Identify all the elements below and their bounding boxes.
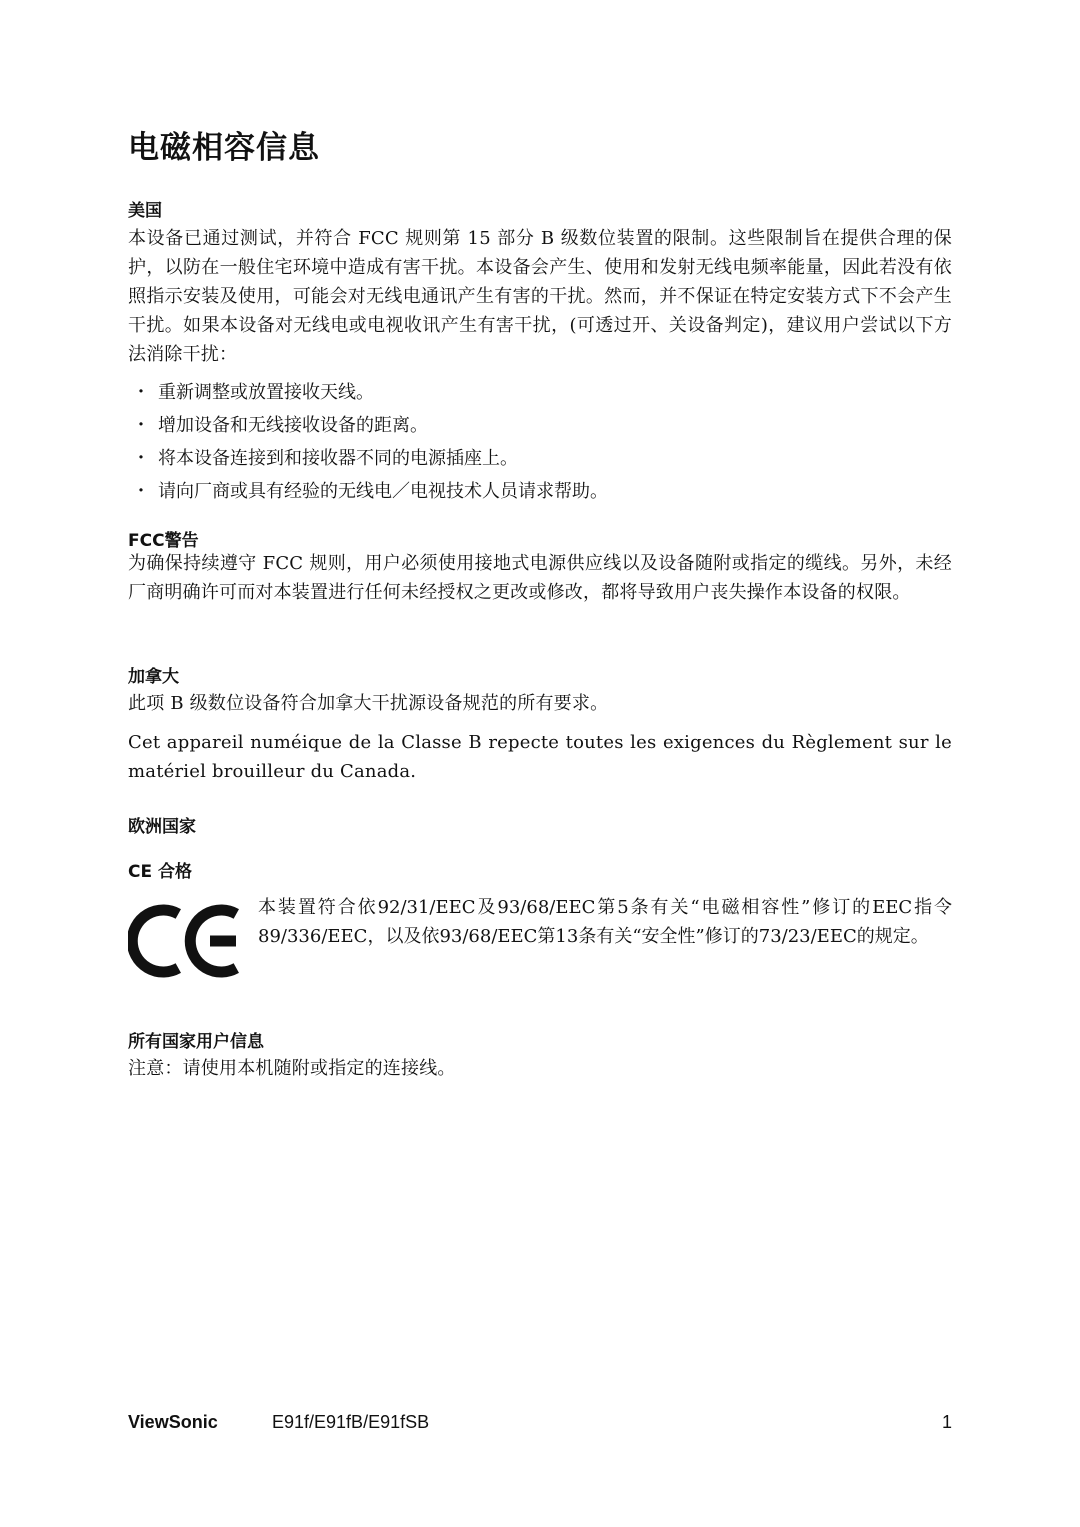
section-heading-canada: 加拿大	[128, 667, 179, 687]
all-countries-paragraph: 注意：请使用本机随附或指定的连接线。	[128, 1058, 456, 1079]
ce-paragraph: 本装置符合依92/31/EEC及93/68/EEC第5条有关“电磁相容性”修订的EEC指令89/336/EEC，以及依93/68/EEC第13条有关“安全性”修订的73/23/EEC的规定。	[258, 897, 952, 947]
page-footer	[128, 1412, 952, 1442]
list-item: ・ 增加设备和无线接收设备的距离。	[128, 409, 608, 442]
bullet-icon: ・	[132, 415, 150, 436]
page-title: 电磁相容信息	[128, 130, 320, 166]
section-heading-all-countries: 所有国家用户信息	[128, 1032, 264, 1052]
bullet-icon: ・	[132, 448, 150, 469]
section-heading-usa: 美国	[128, 201, 162, 221]
bullet-icon: ・	[132, 382, 150, 403]
model-number: E91f/E91fB/E91fSB	[272, 1412, 430, 1432]
bullet-icon: ・	[132, 481, 150, 502]
interference-remedies-list	[128, 376, 608, 508]
section-heading-fcc-warning: FCC警告	[128, 531, 199, 551]
ce-compliance-block	[128, 893, 952, 993]
brand-name: ViewSonic	[128, 1412, 218, 1432]
list-item: ・ 重新调整或放置接收天线。	[128, 376, 608, 409]
canada-paragraph-fr: Cet appareil numéique de la Classe B repecte toutes les exigences du Règlement sur le matériel brouilleur du Canada.	[128, 732, 952, 782]
document-page	[128, 0, 952, 1527]
usa-paragraph: 本设备已通过测试，并符合 FCC 规则第 15 部分 B 级数位装置的限制。这些限制旨在提供合理的保护，以防在一般住宅环境中造成有害干扰。本设备会产生、使用和发射无线电频率能量，因此若没有依照指示安装及使用，可能会对无线电通讯产生有害的干扰。然而，并不保证在特定安装方式下不会产生干扰。如果本设备对无线电或电视收讯产生有害干扰，(可透过开、关设备判定)，建议用户尝试以下方法消除干扰：	[128, 228, 952, 365]
page-number: 1	[941, 1412, 952, 1432]
list-item: ・ 将本设备连接到和接收器不同的电源插座上。	[128, 442, 608, 475]
ce-mark-icon	[128, 901, 244, 981]
list-item: ・ 请向厂商或具有经验的无线电／电视技术人员请求帮助。	[128, 475, 608, 508]
canada-paragraph-zh: 此项 B 级数位设备符合加拿大干扰源设备规范的所有要求。	[128, 693, 609, 714]
fcc-warning-paragraph: 为确保持续遵守 FCC 规则，用户必须使用接地式电源供应线以及设备随附或指定的缆线。另外，未经厂商明确许可而对本装置进行任何未经授权之更改或修改，都将导致用户丧失操作本设备的权限。	[128, 553, 952, 603]
section-heading-ce: CE 合格	[128, 862, 193, 882]
section-heading-europe: 欧洲国家	[128, 817, 196, 837]
